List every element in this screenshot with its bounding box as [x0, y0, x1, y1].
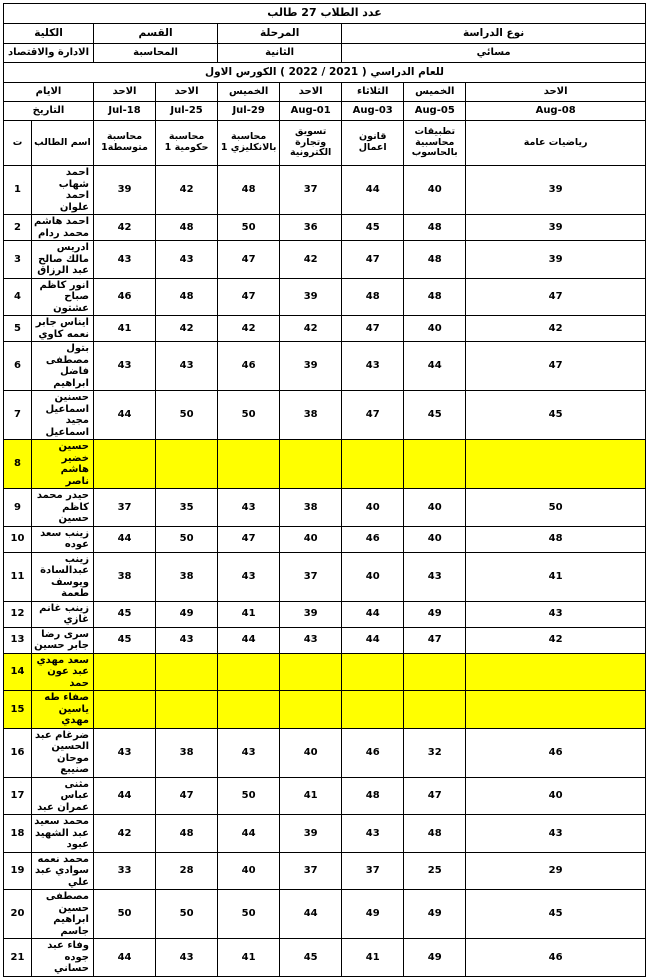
grade-cell: 43 [342, 342, 404, 391]
grade-cell [94, 653, 156, 691]
grade-cell: 45 [342, 215, 404, 241]
grade-cell: 37 [280, 552, 342, 601]
grade-cell: 37 [280, 166, 342, 215]
grade-cell: 43 [156, 939, 218, 977]
grade-cell: 33 [94, 852, 156, 890]
column-header-student-name: اسم الطالب [31, 121, 93, 166]
grade-cell [280, 653, 342, 691]
day-6: الاحد [94, 83, 156, 102]
student-name-cell: محمد نعمه سوادي عبد علي [31, 852, 93, 890]
table-row [4, 815, 646, 853]
grade-cell: 40 [404, 526, 466, 552]
grade-cell: 38 [156, 728, 218, 777]
grade-cell [404, 440, 466, 489]
grade-cell: 48 [342, 278, 404, 316]
grade-cell: 44 [342, 601, 404, 627]
label-college: الكلية [4, 24, 94, 44]
row-index-cell: 14 [4, 653, 32, 691]
grade-cell [218, 653, 280, 691]
days-row [4, 83, 646, 102]
grade-cell: 40 [342, 489, 404, 527]
row-index-cell: 9 [4, 489, 32, 527]
grade-cell: 48 [404, 815, 466, 853]
grade-cell: 40 [404, 489, 466, 527]
grade-cell: 42 [466, 627, 646, 653]
grade-cell [342, 440, 404, 489]
day-1: الخميس [404, 83, 466, 102]
grade-cell: 47 [342, 241, 404, 279]
table-row [4, 852, 646, 890]
day-0: الاحد [466, 83, 646, 102]
grade-cell: 48 [466, 526, 646, 552]
subject-5: محاسبة حكومية 1 [156, 121, 218, 166]
table-row [4, 166, 646, 215]
grade-cell: 47 [218, 526, 280, 552]
grade-cell: 29 [466, 852, 646, 890]
subject-6: محاسبة متوسطة1 [94, 121, 156, 166]
date-4: 29-Jul [218, 102, 280, 121]
grade-cell: 44 [218, 815, 280, 853]
date-0: 08-Aug [466, 102, 646, 121]
grade-cell: 47 [218, 278, 280, 316]
subjects-row [4, 121, 646, 166]
grade-cell: 48 [156, 215, 218, 241]
student-name-cell: محمد سعيد عبد الشهيد عبود [31, 815, 93, 853]
grade-cell: 40 [280, 526, 342, 552]
student-name-cell: ادريس مالك صالح عبد الرزاق [31, 241, 93, 279]
label-date: التاريخ [4, 102, 94, 121]
row-index-cell: 16 [4, 728, 32, 777]
grade-cell: 32 [404, 728, 466, 777]
grade-cell: 40 [342, 552, 404, 601]
student-name-cell: حسين خضير هاشم ناصر [31, 440, 93, 489]
student-name-cell: ايناس جابر نعمه كاوي [31, 316, 93, 342]
grade-cell [280, 440, 342, 489]
grade-cell [218, 440, 280, 489]
grade-cell: 47 [218, 241, 280, 279]
grade-cell: 38 [94, 552, 156, 601]
grade-cell [218, 691, 280, 729]
row-index-cell: 11 [4, 552, 32, 601]
grade-cell: 42 [280, 316, 342, 342]
date-2: 03-Aug [342, 102, 404, 121]
day-5: الاحد [156, 83, 218, 102]
grade-cell: 39 [280, 278, 342, 316]
row-index-cell: 1 [4, 166, 32, 215]
grade-cell [342, 653, 404, 691]
label-days: الايام [4, 83, 94, 102]
table-row [4, 215, 646, 241]
grade-cell [94, 691, 156, 729]
table-row [4, 653, 646, 691]
grade-cell: 43 [156, 627, 218, 653]
student-name-cell: ضرغام عبد الحسين موحان صنيبع [31, 728, 93, 777]
student-name-cell: انور كاظم صباح عشتون [31, 278, 93, 316]
date-6: 18-Jul [94, 102, 156, 121]
row-index-cell: 17 [4, 777, 32, 815]
grade-cell: 39 [466, 166, 646, 215]
grade-cell: 39 [466, 241, 646, 279]
grade-cell [94, 440, 156, 489]
row-index-cell: 8 [4, 440, 32, 489]
grade-cell: 50 [218, 890, 280, 939]
grade-cell: 44 [342, 627, 404, 653]
student-name-cell: سعد مهدي عبد عون حمد [31, 653, 93, 691]
row-index-cell: 19 [4, 852, 32, 890]
grade-cell: 44 [94, 939, 156, 977]
table-body [4, 166, 646, 977]
row-index-cell: 4 [4, 278, 32, 316]
table-row [4, 728, 646, 777]
grade-cell: 48 [404, 278, 466, 316]
grade-cell: 42 [156, 166, 218, 215]
grade-cell: 46 [218, 342, 280, 391]
grade-cell: 47 [466, 342, 646, 391]
document-title: عدد الطلاب 27 طالب [4, 4, 646, 24]
header-values-row [4, 44, 646, 63]
student-name-cell: زينب غانم غازي [31, 601, 93, 627]
grade-cell: 44 [280, 890, 342, 939]
subject-0: رياضيات عامة [466, 121, 646, 166]
grade-cell: 44 [404, 342, 466, 391]
grade-cell: 44 [218, 627, 280, 653]
grades-table [3, 3, 646, 977]
grade-cell: 44 [94, 526, 156, 552]
table-row [4, 316, 646, 342]
value-college: الادارة والاقتصاد [4, 44, 94, 63]
grade-cell: 47 [156, 777, 218, 815]
academic-year: للعام الدراسي ( 2021 / 2022 ) الكورس الاول [4, 63, 646, 83]
table-row [4, 939, 646, 977]
grade-cell: 41 [218, 939, 280, 977]
grade-cell: 41 [94, 316, 156, 342]
student-name-cell: صفاء طه ياسين مهدي [31, 691, 93, 729]
grade-cell: 38 [156, 552, 218, 601]
grade-cell: 41 [466, 552, 646, 601]
grade-cell: 43 [342, 815, 404, 853]
grade-cell: 42 [156, 316, 218, 342]
label-study-type: نوع الدراسة [342, 24, 646, 44]
grade-cell [280, 691, 342, 729]
table-row [4, 890, 646, 939]
date-3: 01-Aug [280, 102, 342, 121]
grade-cell: 44 [94, 777, 156, 815]
student-name-cell: وفاء عبد جوده حساني [31, 939, 93, 977]
student-name-cell: زينب عبدالسادة ويوسف طعمة [31, 552, 93, 601]
day-4: الخميس [218, 83, 280, 102]
grade-cell: 43 [94, 342, 156, 391]
subject-2: قانون اعمال [342, 121, 404, 166]
grade-cell: 43 [280, 627, 342, 653]
grade-cell: 42 [94, 815, 156, 853]
grade-cell: 50 [218, 215, 280, 241]
grade-cell: 49 [156, 601, 218, 627]
table-row [4, 241, 646, 279]
grade-cell [466, 440, 646, 489]
row-index-cell: 2 [4, 215, 32, 241]
grade-cell [404, 691, 466, 729]
grade-cell: 43 [156, 342, 218, 391]
subject-4: محاسبة بالانكليزي 1 [218, 121, 280, 166]
grade-cell: 43 [94, 728, 156, 777]
grade-cell: 40 [280, 728, 342, 777]
student-name-cell: سرى رضا جابر حسين [31, 627, 93, 653]
grade-cell: 45 [404, 391, 466, 440]
grade-cell [156, 440, 218, 489]
table-row [4, 440, 646, 489]
grade-cell [156, 653, 218, 691]
student-name-cell: احمد هاشم محمد ردام [31, 215, 93, 241]
table-row [4, 526, 646, 552]
date-1: 05-Aug [404, 102, 466, 121]
row-index-cell: 3 [4, 241, 32, 279]
academic-year-row [4, 63, 646, 83]
grade-cell: 40 [404, 316, 466, 342]
grade-cell: 43 [466, 601, 646, 627]
grade-cell: 44 [94, 391, 156, 440]
header-labels-row [4, 24, 646, 44]
row-index-cell: 5 [4, 316, 32, 342]
grade-cell: 48 [218, 166, 280, 215]
grade-cell: 43 [218, 552, 280, 601]
grade-cell [466, 691, 646, 729]
grade-cell: 43 [94, 241, 156, 279]
grade-cell: 39 [466, 215, 646, 241]
grade-cell: 39 [94, 166, 156, 215]
row-index-cell: 13 [4, 627, 32, 653]
grade-cell: 47 [342, 316, 404, 342]
grade-cell: 43 [218, 489, 280, 527]
day-3: الاحد [280, 83, 342, 102]
row-index-cell: 15 [4, 691, 32, 729]
grade-cell: 39 [280, 601, 342, 627]
grade-cell: 50 [466, 489, 646, 527]
grade-cell: 48 [342, 777, 404, 815]
student-name-cell: مصطفى حسين ابراهيم جاسم [31, 890, 93, 939]
grade-cell: 45 [94, 601, 156, 627]
grade-cell: 35 [156, 489, 218, 527]
grade-cell: 39 [280, 342, 342, 391]
grade-cell: 49 [342, 890, 404, 939]
grade-cell: 46 [466, 939, 646, 977]
student-name-cell: مثنى عباس عمران عبد [31, 777, 93, 815]
grade-cell: 25 [404, 852, 466, 890]
student-name-cell: حيدر محمد كاظم حسين [31, 489, 93, 527]
grade-cell: 45 [280, 939, 342, 977]
grade-cell: 50 [156, 391, 218, 440]
grade-cell: 50 [156, 890, 218, 939]
grade-cell: 49 [404, 939, 466, 977]
grade-cell [404, 653, 466, 691]
grade-cell: 47 [466, 278, 646, 316]
row-index-cell: 7 [4, 391, 32, 440]
table-row [4, 777, 646, 815]
grade-cell: 41 [342, 939, 404, 977]
value-department: المحاسبة [94, 44, 218, 63]
grade-cell: 43 [218, 728, 280, 777]
grade-cell: 42 [94, 215, 156, 241]
grade-cell: 50 [94, 890, 156, 939]
student-name-cell: حسنين اسماعيل مجيد اسماعيل [31, 391, 93, 440]
grade-cell [342, 691, 404, 729]
grade-cell: 47 [404, 777, 466, 815]
grade-cell: 39 [280, 815, 342, 853]
column-header-index: ت [4, 121, 32, 166]
student-name-cell: زينب سعد عوده [31, 526, 93, 552]
grade-cell: 48 [404, 215, 466, 241]
grade-cell: 45 [94, 627, 156, 653]
table-row [4, 391, 646, 440]
grade-cell: 42 [218, 316, 280, 342]
grade-cell: 40 [404, 166, 466, 215]
label-stage: المرحلة [218, 24, 342, 44]
table-row [4, 691, 646, 729]
student-name-cell: احمد شهاب احمد علوان [31, 166, 93, 215]
grade-cell: 50 [156, 526, 218, 552]
table-row [4, 552, 646, 601]
title-row [4, 4, 646, 24]
grade-cell: 41 [280, 777, 342, 815]
row-index-cell: 10 [4, 526, 32, 552]
grade-cell: 45 [466, 391, 646, 440]
table-row [4, 278, 646, 316]
row-index-cell: 18 [4, 815, 32, 853]
grade-cell: 42 [280, 241, 342, 279]
dates-row [4, 102, 646, 121]
grade-cell: 48 [404, 241, 466, 279]
grade-cell: 42 [466, 316, 646, 342]
grade-cell: 40 [466, 777, 646, 815]
label-department: القسم [94, 24, 218, 44]
grade-cell: 49 [404, 890, 466, 939]
grade-cell: 48 [156, 815, 218, 853]
grade-cell: 37 [280, 852, 342, 890]
table-row [4, 627, 646, 653]
grade-cell: 28 [156, 852, 218, 890]
grade-cell: 36 [280, 215, 342, 241]
grade-cell: 46 [94, 278, 156, 316]
grade-cell: 45 [466, 890, 646, 939]
grade-cell: 47 [342, 391, 404, 440]
row-index-cell: 20 [4, 890, 32, 939]
grade-cell: 38 [280, 391, 342, 440]
grade-cell: 37 [94, 489, 156, 527]
grade-cell: 46 [466, 728, 646, 777]
row-index-cell: 21 [4, 939, 32, 977]
date-5: 25-Jul [156, 102, 218, 121]
day-2: الثلاثاء [342, 83, 404, 102]
grade-cell [466, 653, 646, 691]
subject-3: تسويق وتجارة الكترونية [280, 121, 342, 166]
grade-cell: 46 [342, 728, 404, 777]
row-index-cell: 6 [4, 342, 32, 391]
grade-cell: 50 [218, 777, 280, 815]
grade-cell: 48 [156, 278, 218, 316]
grade-cell [156, 691, 218, 729]
table-row [4, 489, 646, 527]
grade-cell: 37 [342, 852, 404, 890]
student-name-cell: بتول مصطفى فاضل ابراهيم [31, 342, 93, 391]
grade-cell: 40 [218, 852, 280, 890]
grade-cell: 44 [342, 166, 404, 215]
row-index-cell: 12 [4, 601, 32, 627]
table-row [4, 342, 646, 391]
value-stage: الثانية [218, 44, 342, 63]
grade-cell: 49 [404, 601, 466, 627]
grade-cell: 38 [280, 489, 342, 527]
grade-cell: 43 [404, 552, 466, 601]
grade-cell: 43 [156, 241, 218, 279]
grade-cell: 41 [218, 601, 280, 627]
value-study-type: مسائي [342, 44, 646, 63]
grade-cell: 50 [218, 391, 280, 440]
table-row [4, 601, 646, 627]
grade-cell: 43 [466, 815, 646, 853]
grade-cell: 46 [342, 526, 404, 552]
grade-cell: 47 [404, 627, 466, 653]
subject-1: تطبيقات محاسبية بالحاسوب [404, 121, 466, 166]
